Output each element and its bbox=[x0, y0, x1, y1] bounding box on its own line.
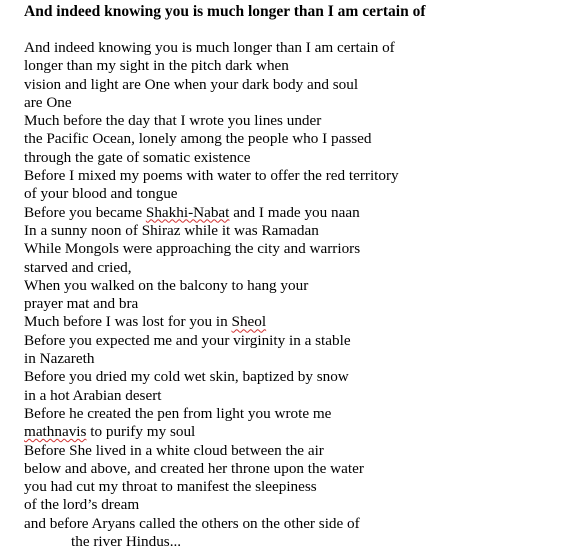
poem-line-text: in a hot Arabian desert bbox=[24, 386, 162, 404]
poem-line-text: starved and cried, bbox=[24, 258, 132, 276]
poem-line bbox=[24, 313, 399, 331]
poem-line-text: Before you dried my cold wet skin, baptized by snow bbox=[24, 368, 349, 386]
poem-line bbox=[24, 533, 399, 551]
poem-line bbox=[24, 423, 399, 441]
poem-line bbox=[24, 204, 399, 222]
poem-line-text: And indeed knowing you is much longer than I am certain of bbox=[24, 39, 395, 56]
poem-line-text: you had cut my throat to manifest the sleepiness bbox=[24, 478, 317, 496]
poem-line-text: Much before I was lost for you in bbox=[24, 313, 232, 331]
poem-title: And indeed knowing you is much longer than I am certain of bbox=[24, 3, 426, 20]
poem-line-text: Before you became bbox=[24, 203, 146, 221]
poem-line-text: are One bbox=[24, 93, 72, 111]
poem-line bbox=[24, 39, 399, 57]
poem-line bbox=[24, 222, 399, 240]
poem-line-text: and I made you naan bbox=[229, 203, 360, 221]
poem-line-text: Before I mixed my poems with water to offer the red territory bbox=[24, 167, 399, 185]
poem-line bbox=[24, 478, 399, 496]
spellcheck-flagged-word[interactable]: mathnavis bbox=[24, 423, 87, 441]
spellcheck-flagged-word[interactable]: Sheol bbox=[231, 313, 267, 331]
poem-line-text: prayer mat and bra bbox=[24, 295, 139, 313]
poem-line bbox=[24, 149, 399, 167]
poem-body bbox=[24, 39, 399, 551]
poem-line bbox=[24, 515, 399, 533]
poem-line bbox=[24, 185, 399, 203]
poem-line-text: longer than my sight in the pitch dark when bbox=[24, 57, 289, 75]
poem-line-text: vision and light are One when your dark body and soul bbox=[24, 75, 359, 93]
poem-line bbox=[24, 76, 399, 94]
poem-line-text: Before he created the pen from light you wrote me bbox=[24, 404, 332, 422]
poem-line bbox=[24, 496, 399, 514]
poem-line bbox=[24, 387, 399, 405]
poem-line bbox=[24, 130, 399, 148]
poem-line-text: Before She lived in a white cloud between the air bbox=[24, 441, 324, 459]
poem-line bbox=[24, 112, 399, 130]
poem-line-text: below and above, and created her throne upon the water bbox=[24, 459, 364, 477]
poem-line-text: When you walked on the balcony to hang your bbox=[24, 276, 309, 294]
poem-line-text: the Pacific Ocean, lonely among the people who I passed bbox=[24, 130, 372, 148]
poem-line bbox=[24, 332, 399, 350]
poem-line bbox=[24, 460, 399, 478]
poem-line bbox=[24, 368, 399, 386]
poem-line-text: to purify my soul bbox=[86, 423, 196, 441]
poem-line bbox=[24, 295, 399, 313]
poem-line bbox=[24, 277, 399, 295]
poem-line-text: In a sunny noon of Shiraz while it was Ramadan bbox=[24, 221, 319, 239]
poem-line bbox=[24, 240, 399, 258]
poem-line-text: of the lord’s dream bbox=[24, 496, 140, 514]
poem-line-text: Before you expected me and your virginity in a stable bbox=[24, 331, 351, 349]
poem-line-text: through the gate of somatic existence bbox=[24, 148, 251, 166]
poem-line bbox=[24, 94, 399, 112]
spellcheck-flagged-word[interactable]: Shakhi-Nabat bbox=[145, 203, 230, 221]
poem-line bbox=[24, 57, 399, 75]
poem-line bbox=[24, 442, 399, 460]
poem-line-text: of your blood and tongue bbox=[24, 185, 178, 203]
poem-line-text: and before Aryans called the others on the other side of bbox=[24, 514, 360, 532]
poem-line-text: in Nazareth bbox=[24, 350, 95, 368]
poem-line bbox=[24, 350, 399, 368]
poem-line-text: While Mongols were approaching the city and warriors bbox=[24, 240, 361, 258]
poem-line-text: Much before the day that I wrote you lines under bbox=[24, 112, 322, 130]
poem-line-text: the river Hindus... bbox=[71, 533, 182, 551]
poem-line bbox=[24, 405, 399, 423]
poem-line bbox=[24, 259, 399, 277]
poem-line bbox=[24, 167, 399, 185]
